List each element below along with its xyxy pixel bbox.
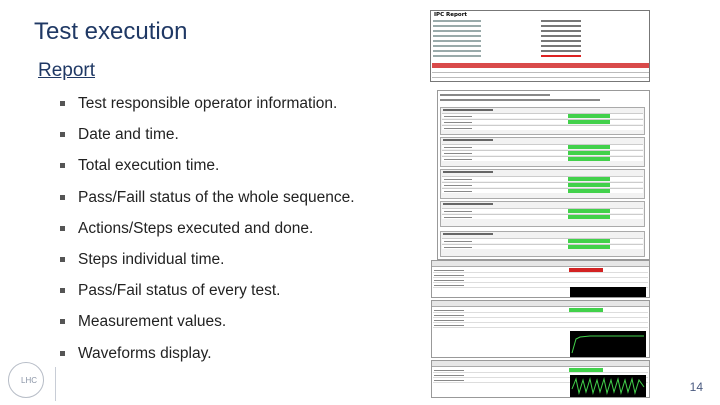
report-status-row	[433, 55, 648, 60]
waveform-plot	[570, 375, 646, 397]
report-step-group	[440, 107, 645, 135]
report-header-title: IPC Report	[434, 12, 468, 18]
slide-subtitle: Report	[38, 60, 96, 81]
bullet-item: Test responsible operator information.	[58, 88, 418, 119]
waveform-plot	[570, 287, 646, 297]
bullet-item: Measurement values.	[58, 306, 418, 337]
report-step-group	[440, 137, 645, 167]
bullet-list	[58, 88, 418, 369]
report-summary-table	[432, 63, 650, 82]
bullet-item: Pass/Fail status of every test.	[58, 275, 418, 306]
report-steps-panel	[437, 90, 650, 260]
report-step-group	[440, 231, 645, 257]
report-step-group	[440, 201, 645, 227]
report-measurement-section	[431, 360, 650, 398]
report-measurement-section	[431, 300, 650, 358]
slide-title: Test execution	[34, 18, 188, 45]
footer-divider	[55, 367, 56, 401]
report-header-panel	[430, 10, 650, 82]
bullet-item: Steps individual time.	[58, 244, 418, 275]
lhc-logo-icon	[8, 362, 44, 398]
bullet-item: Waveforms display.	[58, 338, 418, 369]
bullet-item: Date and time.	[58, 119, 418, 150]
page-number: 14	[689, 380, 703, 394]
bullet-item: Pass/Faill status of the whole sequence.	[58, 182, 418, 213]
bullet-item: Actions/Steps executed and done.	[58, 213, 418, 244]
report-thumbnail	[430, 10, 650, 398]
bullet-item: Total execution time.	[58, 150, 418, 181]
report-measurement-section	[431, 260, 650, 298]
logo-text: LHC	[21, 376, 38, 385]
waveform-plot	[570, 331, 646, 357]
report-step-group	[440, 169, 645, 199]
